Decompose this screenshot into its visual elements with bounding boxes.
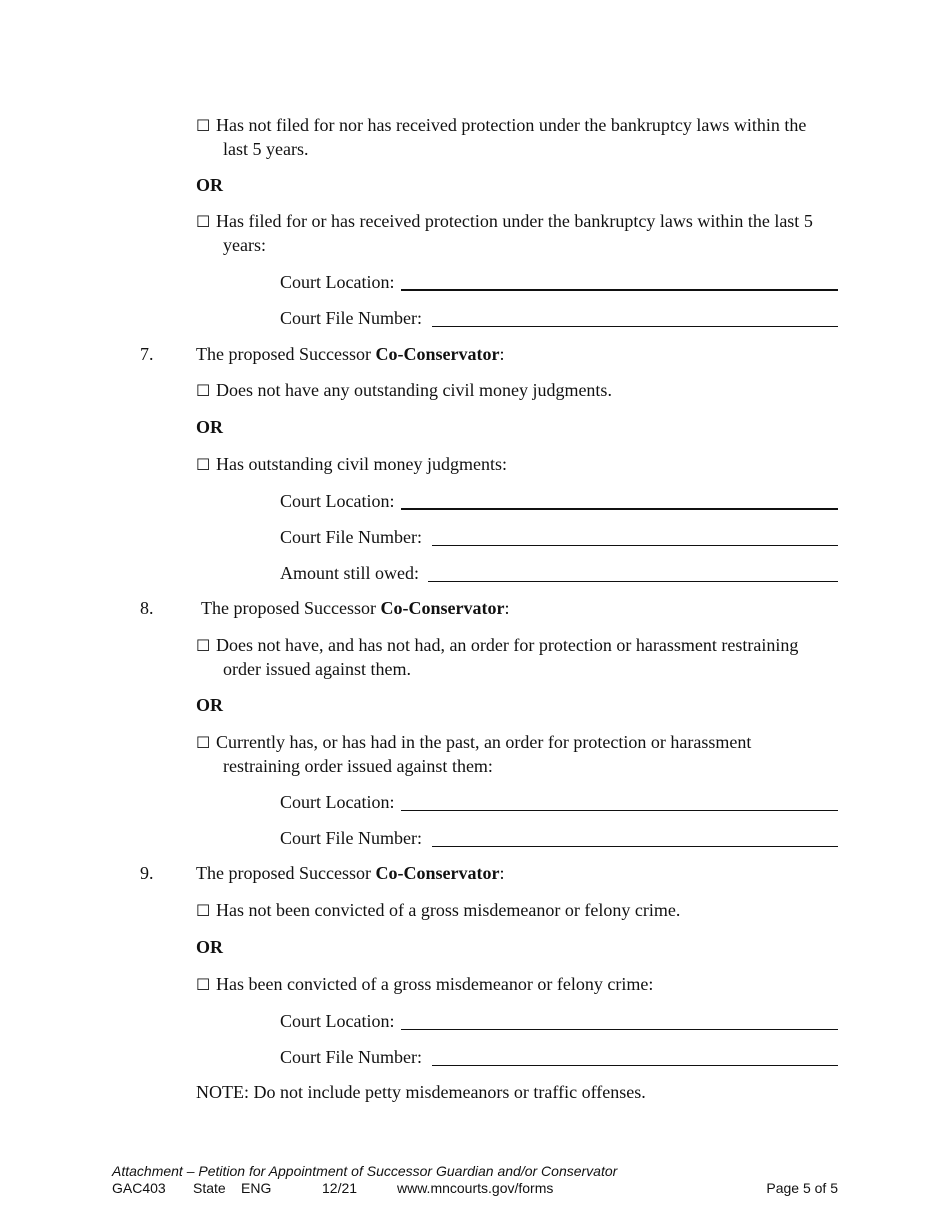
option-text: Does not have any outstanding civil money judgments. (216, 380, 612, 400)
intro-suffix: : (499, 344, 505, 364)
court-location-label: Court Location: (280, 272, 395, 292)
item-intro (196, 861, 504, 885)
court-location-field[interactable] (401, 810, 838, 811)
item-number: 8. (140, 598, 154, 618)
court-location-field[interactable] (401, 289, 838, 291)
bankruptcy-none-option (196, 113, 806, 138)
or-label: OR (196, 175, 223, 195)
court-file-number-field[interactable] (432, 545, 838, 546)
item-intro (201, 596, 509, 620)
option-text-continued: restraining order issued against them: (223, 756, 493, 776)
court-file-number-field[interactable] (432, 1065, 838, 1066)
court-file-number-label: Court File Number: (280, 308, 422, 328)
judgments-outstanding-option (196, 452, 507, 477)
conviction-has-option (196, 972, 653, 997)
intro-bold: Co-Conservator (375, 863, 500, 883)
court-location-field[interactable] (401, 508, 838, 510)
item-intro (196, 342, 504, 366)
court-file-number-field[interactable] (432, 326, 838, 327)
protection-order-none-option (196, 633, 798, 658)
intro-suffix: : (499, 863, 505, 883)
court-location-field[interactable] (401, 1029, 838, 1030)
checkbox[interactable]: ☐ (196, 636, 211, 655)
option-text: Does not have, and has not had, an order for protection or harassment restraining (216, 635, 799, 655)
court-file-number-field[interactable] (432, 846, 838, 847)
intro-bold: Co-Conservator (380, 598, 505, 618)
or-label: OR (196, 695, 223, 715)
option-text-continued: last 5 years. (223, 139, 309, 159)
intro-bold: Co-Conservator (375, 344, 500, 364)
bankruptcy-filed-option (196, 209, 813, 234)
option-text: Has filed for or has received protection under the bankruptcy laws within the last 5 (216, 211, 813, 231)
conviction-none-option (196, 898, 680, 923)
checkbox[interactable]: ☐ (196, 381, 211, 400)
court-location-label: Court Location: (280, 1011, 395, 1031)
court-location-label: Court Location: (280, 792, 395, 812)
option-text: Has not been convicted of a gross misdemeanor or felony crime. (216, 900, 681, 920)
checkbox[interactable]: ☐ (196, 975, 211, 994)
footer-website[interactable]: www.mncourts.gov/forms (397, 1180, 554, 1196)
footer-form-code: GAC403 (112, 1180, 166, 1196)
footer-date: 12/21 (322, 1180, 358, 1196)
intro-suffix: : (504, 598, 510, 618)
amount-owed-label: Amount still owed: (280, 563, 419, 583)
option-text-continued: years: (223, 235, 266, 255)
checkbox[interactable]: ☐ (196, 212, 211, 231)
option-text: Has outstanding civil money judgments: (216, 454, 507, 474)
option-text: Has not filed for nor has received protection under the bankruptcy laws within the (216, 115, 807, 135)
checkbox[interactable]: ☐ (196, 901, 211, 920)
footer-jurisdiction: State (193, 1180, 226, 1196)
checkbox[interactable]: ☐ (196, 116, 211, 135)
note-text: NOTE: Do not include petty misdemeanors or traffic offenses. (196, 1082, 646, 1102)
checkbox[interactable]: ☐ (196, 733, 211, 752)
checkbox[interactable]: ☐ (196, 455, 211, 474)
item-number: 7. (140, 344, 154, 364)
court-file-number-label: Court File Number: (280, 828, 422, 848)
option-text: Currently has, or has had in the past, an order for protection or harassment (216, 732, 752, 752)
protection-order-has-option (196, 730, 751, 755)
intro-prefix: The proposed Successor (196, 863, 376, 883)
amount-owed-field[interactable] (428, 581, 838, 582)
court-file-number-label: Court File Number: (280, 527, 422, 547)
intro-prefix: The proposed Successor (201, 598, 381, 618)
or-label: OR (196, 937, 223, 957)
or-label: OR (196, 417, 223, 437)
judgments-none-option (196, 378, 612, 403)
footer-title: Attachment – Petition for Appointment of Successor Guardian and/or Conservator (112, 1163, 618, 1179)
court-location-label: Court Location: (280, 491, 395, 511)
footer-language: ENG (241, 1180, 272, 1196)
option-text: Has been convicted of a gross misdemeanor or felony crime: (216, 974, 654, 994)
court-file-number-label: Court File Number: (280, 1047, 422, 1067)
footer-page-number: Page 5 of 5 (766, 1180, 838, 1196)
option-text-continued: order issued against them. (223, 659, 411, 679)
item-number: 9. (140, 863, 154, 883)
intro-prefix: The proposed Successor (196, 344, 376, 364)
